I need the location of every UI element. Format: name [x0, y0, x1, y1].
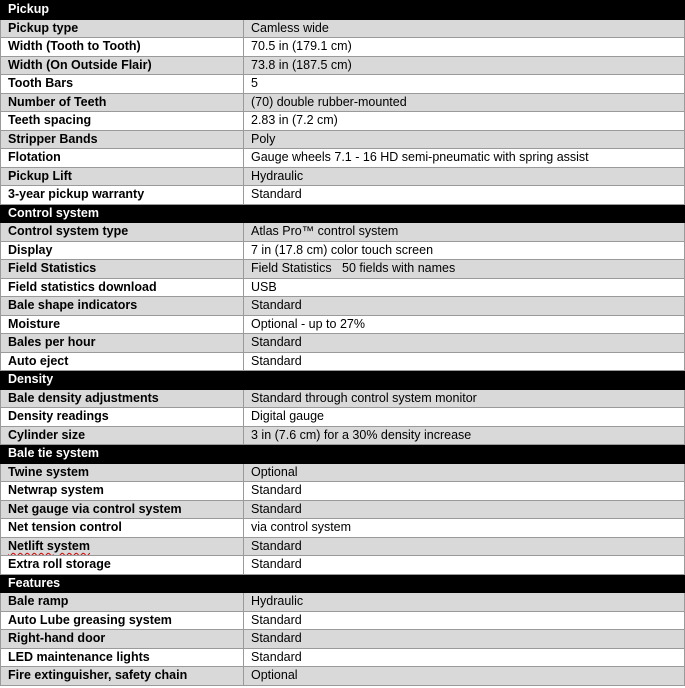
row-label: Bales per hour [1, 334, 244, 353]
row-label: Width (On Outside Flair) [1, 56, 244, 75]
table-row [1, 556, 685, 575]
section-spacer [244, 204, 685, 223]
row-value: 7 in (17.8 cm) color touch screen [244, 241, 685, 260]
table-row [1, 112, 685, 131]
row-label: Fire extinguisher, safety chain [1, 667, 244, 686]
table-row [1, 389, 685, 408]
section-title: Features [1, 574, 244, 593]
row-label: Cylinder size [1, 426, 244, 445]
table-row [1, 75, 685, 94]
section-header-pickup [1, 1, 685, 20]
row-label: Net tension control [1, 519, 244, 538]
row-label: Field statistics download [1, 278, 244, 297]
table-row [1, 297, 685, 316]
row-label: Width (Tooth to Tooth) [1, 38, 244, 57]
row-value: via control system [244, 519, 685, 538]
table-row [1, 630, 685, 649]
table-row [1, 241, 685, 260]
row-label: Display [1, 241, 244, 260]
table-row [1, 667, 685, 686]
row-value: 73.8 in (187.5 cm) [244, 56, 685, 75]
row-label: 3-year pickup warranty [1, 186, 244, 205]
table-row [1, 519, 685, 538]
section-header-bale-tie-system [1, 445, 685, 464]
table-row [1, 500, 685, 519]
table-row [1, 278, 685, 297]
table-row [1, 19, 685, 38]
row-label: Netwrap system [1, 482, 244, 501]
table-row [1, 167, 685, 186]
table-row [1, 38, 685, 57]
row-label: Stripper Bands [1, 130, 244, 149]
row-label: Tooth Bars [1, 75, 244, 94]
row-value: Optional - up to 27% [244, 315, 685, 334]
row-value: Standard [244, 352, 685, 371]
section-title: Pickup [1, 1, 244, 20]
row-label: Number of Teeth [1, 93, 244, 112]
row-label: Pickup Lift [1, 167, 244, 186]
row-label: LED maintenance lights [1, 648, 244, 667]
row-value: Atlas Pro™ control system [244, 223, 685, 242]
row-label: Pickup type [1, 19, 244, 38]
row-value: Standard [244, 482, 685, 501]
section-header-density [1, 371, 685, 390]
table-row [1, 130, 685, 149]
section-header-control-system [1, 204, 685, 223]
row-value: Camless wide [244, 19, 685, 38]
row-label: Bale ramp [1, 593, 244, 612]
table-row [1, 352, 685, 371]
row-value: Field Statistics 50 fields with names [244, 260, 685, 279]
row-value: Standard [244, 297, 685, 316]
row-value: Standard [244, 186, 685, 205]
row-label: Bale density adjustments [1, 389, 244, 408]
row-label: Right-hand door [1, 630, 244, 649]
section-spacer [244, 371, 685, 390]
row-value: Standard through control system monitor [244, 389, 685, 408]
row-label-text: Netlift system [8, 538, 90, 553]
spec-table-body [1, 1, 685, 686]
table-row [1, 334, 685, 353]
section-title: Control system [1, 204, 244, 223]
table-row [1, 408, 685, 427]
row-value: Standard [244, 556, 685, 575]
section-spacer [244, 445, 685, 464]
row-value: Standard [244, 611, 685, 630]
section-header-features [1, 574, 685, 593]
row-label [1, 537, 244, 556]
section-title: Density [1, 371, 244, 390]
row-value: Standard [244, 537, 685, 556]
table-row [1, 648, 685, 667]
row-label: Flotation [1, 149, 244, 168]
section-title: Bale tie system [1, 445, 244, 464]
row-label: Twine system [1, 463, 244, 482]
row-label: Teeth spacing [1, 112, 244, 131]
row-value: 70.5 in (179.1 cm) [244, 38, 685, 57]
row-value: USB [244, 278, 685, 297]
row-value: Standard [244, 500, 685, 519]
row-value: (70) double rubber-mounted [244, 93, 685, 112]
row-value: 5 [244, 75, 685, 94]
table-row [1, 426, 685, 445]
table-row [1, 593, 685, 612]
section-spacer [244, 1, 685, 20]
row-value: Gauge wheels 7.1 - 16 HD semi-pneumatic with spring assist [244, 149, 685, 168]
row-label: Field Statistics [1, 260, 244, 279]
table-row [1, 56, 685, 75]
table-row [1, 260, 685, 279]
table-row [1, 537, 685, 556]
table-row [1, 482, 685, 501]
row-value: Digital gauge [244, 408, 685, 427]
row-label: Extra roll storage [1, 556, 244, 575]
row-value: Hydraulic [244, 167, 685, 186]
table-row [1, 149, 685, 168]
row-value: Optional [244, 463, 685, 482]
row-value: Standard [244, 648, 685, 667]
row-value: 2.83 in (7.2 cm) [244, 112, 685, 131]
row-value: Standard [244, 334, 685, 353]
row-value: Standard [244, 630, 685, 649]
section-spacer [244, 574, 685, 593]
table-row [1, 93, 685, 112]
table-row [1, 223, 685, 242]
row-value: Optional [244, 667, 685, 686]
row-label: Net gauge via control system [1, 500, 244, 519]
row-label: Auto eject [1, 352, 244, 371]
row-label: Control system type [1, 223, 244, 242]
table-row [1, 463, 685, 482]
row-label: Bale shape indicators [1, 297, 244, 316]
table-row [1, 611, 685, 630]
table-row [1, 186, 685, 205]
row-value: Poly [244, 130, 685, 149]
row-label: Moisture [1, 315, 244, 334]
row-label: Density readings [1, 408, 244, 427]
row-label: Auto Lube greasing system [1, 611, 244, 630]
table-row [1, 315, 685, 334]
row-value: 3 in (7.6 cm) for a 30% density increase [244, 426, 685, 445]
row-value: Hydraulic [244, 593, 685, 612]
